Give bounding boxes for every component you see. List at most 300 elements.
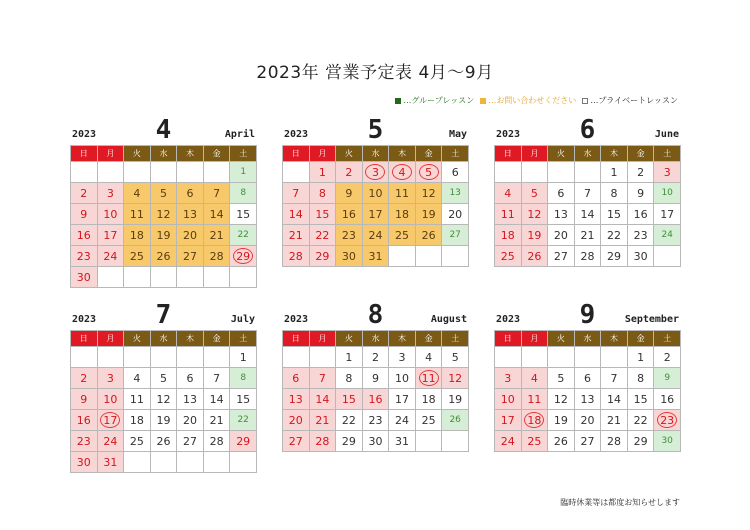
week-row (71, 204, 257, 225)
day-cell: 23 (71, 431, 98, 452)
day-cell: 21 (283, 225, 310, 246)
month-table (70, 330, 257, 473)
legend-group-lesson (395, 95, 474, 106)
empty-day-cell (203, 267, 230, 288)
day-cell: 15 (601, 204, 628, 225)
day-cell: 28 (283, 246, 310, 267)
day-cell: 1 (601, 162, 628, 183)
day-cell: 25 (415, 410, 442, 431)
weekday-header: 水 (362, 146, 389, 162)
legend-label: …プライベートレッスン (590, 96, 678, 105)
day-cell: 10 (97, 389, 124, 410)
day-cell: 18 (495, 225, 522, 246)
week-row (71, 389, 257, 410)
day-cell: 26 (521, 246, 548, 267)
empty-day-cell (71, 162, 98, 183)
day-cell: 23 (71, 246, 98, 267)
empty-day-cell (495, 162, 522, 183)
week-row (283, 204, 469, 225)
empty-day-cell (124, 452, 151, 473)
day-cell: 26 (548, 431, 575, 452)
week-row (71, 225, 257, 246)
empty-day-cell (283, 347, 310, 368)
empty-day-cell (442, 246, 469, 267)
weekday-header: 火 (548, 331, 575, 347)
day-cell: 9 (654, 368, 681, 389)
empty-day-cell (177, 452, 204, 473)
day-cell: 15 (627, 389, 654, 410)
weekday-header: 金 (627, 146, 654, 162)
month-year: 2023 (496, 314, 521, 325)
day-cell: 30 (71, 267, 98, 288)
day-cell: 19 (415, 204, 442, 225)
day-cell: 1 (336, 347, 363, 368)
month-calendar-august (282, 298, 469, 452)
legend-swatch-yellow (480, 98, 486, 104)
day-cell: 25 (124, 431, 151, 452)
day-cell: 20 (442, 204, 469, 225)
month-number: 6 (579, 115, 596, 145)
day-cell: 13 (574, 389, 601, 410)
day-cell: 29 (309, 246, 336, 267)
day-cell: 26 (442, 410, 469, 431)
day-cell: 21 (203, 410, 230, 431)
week-row (283, 389, 469, 410)
empty-day-cell (230, 452, 257, 473)
month-year: 2023 (284, 314, 309, 325)
weekday-header: 木 (177, 331, 204, 347)
weekday-header: 火 (336, 146, 363, 162)
weekday-header: 火 (336, 331, 363, 347)
month-name: August (430, 314, 467, 325)
empty-day-cell (124, 267, 151, 288)
empty-day-cell (548, 347, 575, 368)
day-cell: 19 (150, 410, 177, 431)
week-row (495, 410, 681, 431)
day-cell: 17 (97, 225, 124, 246)
day-cell: 5 (150, 368, 177, 389)
day-cell: 14 (283, 204, 310, 225)
weekday-header: 土 (654, 331, 681, 347)
empty-day-cell (283, 162, 310, 183)
day-cell: 31 (362, 246, 389, 267)
weekday-header: 日 (71, 146, 98, 162)
empty-day-cell (574, 162, 601, 183)
day-cell: 8 (230, 368, 257, 389)
day-cell (362, 162, 389, 183)
empty-day-cell (97, 267, 124, 288)
weekday-header: 木 (389, 331, 416, 347)
day-cell: 16 (654, 389, 681, 410)
month-name: May (448, 129, 467, 140)
empty-day-cell (521, 347, 548, 368)
day-cell: 12 (521, 204, 548, 225)
page-title: 2023年 営業予定表 4月～9月 (256, 63, 494, 83)
weekday-header: 月 (97, 331, 124, 347)
weekday-header: 水 (574, 331, 601, 347)
week-row (71, 431, 257, 452)
month-calendar-april (70, 113, 257, 288)
day-cell: 7 (574, 183, 601, 204)
day-cell: 1 (230, 162, 257, 183)
day-cell: 28 (203, 431, 230, 452)
day-cell: 18 (124, 410, 151, 431)
day-cell (415, 368, 442, 389)
day-cell: 10 (97, 204, 124, 225)
weekday-header: 金 (627, 331, 654, 347)
day-cell: 4 (415, 347, 442, 368)
day-cell: 8 (309, 183, 336, 204)
month-year: 2023 (496, 129, 521, 140)
weekday-header: 金 (415, 331, 442, 347)
month-calendar-june (494, 113, 681, 267)
day-cell: 9 (71, 204, 98, 225)
day-cell: 7 (203, 368, 230, 389)
week-row (495, 225, 681, 246)
day-cell: 9 (336, 183, 363, 204)
day-cell: 30 (627, 246, 654, 267)
month-table (70, 145, 257, 288)
day-cell: 2 (654, 347, 681, 368)
empty-day-cell (495, 347, 522, 368)
special-day-circle: 4 (392, 164, 412, 180)
empty-day-cell (548, 162, 575, 183)
day-cell: 14 (203, 204, 230, 225)
day-cell: 27 (177, 246, 204, 267)
day-cell: 6 (177, 183, 204, 204)
day-cell: 31 (389, 431, 416, 452)
week-row (283, 225, 469, 246)
day-cell: 13 (548, 204, 575, 225)
day-cell: 5 (521, 183, 548, 204)
day-cell: 16 (362, 389, 389, 410)
day-cell: 22 (230, 225, 257, 246)
day-cell: 28 (309, 431, 336, 452)
weekday-header: 木 (389, 146, 416, 162)
day-cell: 24 (495, 431, 522, 452)
day-cell: 20 (283, 410, 310, 431)
empty-day-cell (71, 347, 98, 368)
special-day-circle: 29 (233, 248, 253, 264)
day-cell: 14 (309, 389, 336, 410)
month-header (70, 298, 257, 328)
day-cell: 3 (654, 162, 681, 183)
day-cell: 24 (97, 431, 124, 452)
empty-day-cell (124, 162, 151, 183)
weekday-header: 日 (283, 146, 310, 162)
weekday-header: 金 (203, 146, 230, 162)
day-cell: 6 (548, 183, 575, 204)
month-year: 2023 (72, 314, 97, 325)
day-cell: 7 (309, 368, 336, 389)
day-cell (521, 410, 548, 431)
weekday-header: 日 (71, 331, 98, 347)
empty-day-cell (574, 347, 601, 368)
day-cell: 27 (574, 431, 601, 452)
weekday-header: 水 (362, 331, 389, 347)
day-cell: 22 (627, 410, 654, 431)
day-cell: 28 (601, 431, 628, 452)
day-cell: 27 (283, 431, 310, 452)
day-cell: 4 (124, 368, 151, 389)
month-name: June (654, 129, 679, 140)
day-cell: 16 (71, 225, 98, 246)
day-cell: 12 (415, 183, 442, 204)
weekday-header: 火 (548, 146, 575, 162)
weekday-header: 土 (230, 331, 257, 347)
weekday-header: 土 (654, 146, 681, 162)
month-calendar-september (494, 298, 681, 452)
weekday-header: 日 (495, 331, 522, 347)
day-cell: 25 (521, 431, 548, 452)
day-cell: 10 (495, 389, 522, 410)
day-cell: 21 (574, 225, 601, 246)
weekday-header: 火 (124, 146, 151, 162)
day-cell: 2 (362, 347, 389, 368)
month-table (494, 145, 681, 267)
day-cell: 17 (362, 204, 389, 225)
weekday-header: 土 (442, 146, 469, 162)
week-row (283, 410, 469, 431)
day-cell: 3 (97, 368, 124, 389)
day-cell: 7 (283, 183, 310, 204)
week-row (71, 410, 257, 431)
day-cell: 27 (442, 225, 469, 246)
empty-day-cell (177, 347, 204, 368)
day-cell: 1 (627, 347, 654, 368)
day-cell: 14 (574, 204, 601, 225)
day-cell (230, 246, 257, 267)
week-row (495, 368, 681, 389)
empty-day-cell (203, 162, 230, 183)
day-cell: 19 (442, 389, 469, 410)
week-row (283, 368, 469, 389)
day-cell: 30 (71, 452, 98, 473)
weekday-header: 木 (601, 331, 628, 347)
footer-note: 臨時休業等は都度お知らせします (560, 498, 680, 507)
month-header (282, 113, 469, 143)
day-cell: 13 (177, 204, 204, 225)
weekday-header: 水 (150, 331, 177, 347)
day-cell: 10 (362, 183, 389, 204)
week-row (283, 246, 469, 267)
day-cell: 29 (230, 431, 257, 452)
month-number: 9 (579, 300, 596, 330)
week-row (283, 183, 469, 204)
weekday-header: 土 (442, 331, 469, 347)
week-row (283, 162, 469, 183)
month-year: 2023 (284, 129, 309, 140)
day-cell: 30 (336, 246, 363, 267)
day-cell: 12 (150, 204, 177, 225)
day-cell: 3 (389, 347, 416, 368)
week-row (495, 204, 681, 225)
week-row (495, 431, 681, 452)
month-header (70, 113, 257, 143)
week-row (283, 347, 469, 368)
day-cell: 26 (415, 225, 442, 246)
empty-day-cell (203, 452, 230, 473)
special-day-circle: 18 (524, 412, 544, 428)
day-cell: 16 (627, 204, 654, 225)
day-cell: 12 (548, 389, 575, 410)
day-cell: 13 (283, 389, 310, 410)
empty-day-cell (150, 347, 177, 368)
day-cell: 9 (71, 389, 98, 410)
day-cell: 21 (601, 410, 628, 431)
day-cell: 26 (150, 246, 177, 267)
month-header (494, 298, 681, 328)
day-cell: 24 (362, 225, 389, 246)
weekday-header: 金 (415, 146, 442, 162)
empty-day-cell (177, 162, 204, 183)
day-cell: 24 (389, 410, 416, 431)
day-cell: 6 (177, 368, 204, 389)
day-cell: 5 (548, 368, 575, 389)
week-row (71, 267, 257, 288)
day-cell: 17 (654, 204, 681, 225)
day-cell: 18 (124, 225, 151, 246)
month-number: 8 (367, 300, 384, 330)
month-number: 4 (155, 115, 172, 145)
day-cell: 9 (627, 183, 654, 204)
weekday-header: 金 (203, 331, 230, 347)
month-table (282, 330, 469, 452)
day-cell: 30 (654, 431, 681, 452)
week-row (495, 246, 681, 267)
month-year: 2023 (72, 129, 97, 140)
day-cell: 24 (654, 225, 681, 246)
legend-swatch-white (582, 98, 588, 104)
day-cell: 12 (150, 389, 177, 410)
week-row (71, 246, 257, 267)
empty-day-cell (309, 347, 336, 368)
month-table (282, 145, 469, 267)
day-cell: 25 (124, 246, 151, 267)
day-cell: 4 (495, 183, 522, 204)
week-row (495, 162, 681, 183)
legend-private-lesson (582, 95, 678, 106)
day-cell: 15 (309, 204, 336, 225)
special-day-circle: 11 (419, 370, 439, 386)
day-cell: 16 (71, 410, 98, 431)
day-cell: 22 (601, 225, 628, 246)
month-table (494, 330, 681, 452)
day-cell: 2 (71, 368, 98, 389)
empty-day-cell (97, 347, 124, 368)
week-row (71, 368, 257, 389)
month-header (282, 298, 469, 328)
day-cell: 6 (283, 368, 310, 389)
day-cell: 23 (336, 225, 363, 246)
day-cell: 22 (230, 410, 257, 431)
week-row (495, 183, 681, 204)
month-number: 7 (155, 300, 172, 330)
day-cell: 19 (548, 410, 575, 431)
day-cell: 14 (601, 389, 628, 410)
day-cell: 27 (177, 431, 204, 452)
week-row (71, 452, 257, 473)
empty-day-cell (124, 347, 151, 368)
legend-contact (480, 95, 576, 106)
day-cell: 2 (336, 162, 363, 183)
weekday-header: 月 (97, 146, 124, 162)
day-cell: 19 (150, 225, 177, 246)
empty-day-cell (415, 246, 442, 267)
day-cell: 18 (389, 204, 416, 225)
day-cell: 8 (601, 183, 628, 204)
day-cell: 14 (203, 389, 230, 410)
day-cell: 6 (574, 368, 601, 389)
weekday-header: 月 (521, 331, 548, 347)
month-header (494, 113, 681, 143)
empty-day-cell (150, 162, 177, 183)
month-number: 5 (367, 115, 384, 145)
special-day-circle: 17 (100, 412, 120, 428)
weekday-header: 日 (283, 331, 310, 347)
day-cell: 2 (71, 183, 98, 204)
day-cell: 15 (230, 389, 257, 410)
weekday-header: 土 (230, 146, 257, 162)
day-cell: 26 (150, 431, 177, 452)
day-cell: 31 (97, 452, 124, 473)
day-cell: 12 (442, 368, 469, 389)
day-cell: 23 (627, 225, 654, 246)
weekday-header: 火 (124, 331, 151, 347)
day-cell: 18 (415, 389, 442, 410)
day-cell: 24 (97, 246, 124, 267)
empty-day-cell (203, 347, 230, 368)
day-cell: 3 (97, 183, 124, 204)
special-day-circle: 23 (657, 412, 677, 428)
month-name: April (224, 129, 255, 140)
day-cell: 30 (362, 431, 389, 452)
day-cell: 5 (150, 183, 177, 204)
empty-day-cell (230, 267, 257, 288)
day-cell: 17 (389, 389, 416, 410)
day-cell: 17 (495, 410, 522, 431)
empty-day-cell (601, 347, 628, 368)
weekday-header: 月 (309, 331, 336, 347)
legend-label: …グループレッスン (403, 96, 475, 105)
day-cell: 6 (442, 162, 469, 183)
day-cell: 11 (124, 204, 151, 225)
day-cell: 28 (203, 246, 230, 267)
day-cell: 29 (627, 431, 654, 452)
day-cell: 8 (627, 368, 654, 389)
weekday-header: 水 (574, 146, 601, 162)
month-calendar-july (70, 298, 257, 473)
day-cell: 8 (230, 183, 257, 204)
day-cell: 7 (601, 368, 628, 389)
week-row (71, 183, 257, 204)
day-cell: 29 (336, 431, 363, 452)
day-cell: 20 (574, 410, 601, 431)
day-cell: 13 (442, 183, 469, 204)
day-cell: 11 (521, 389, 548, 410)
day-cell: 23 (362, 410, 389, 431)
day-cell: 11 (124, 389, 151, 410)
empty-day-cell (97, 162, 124, 183)
day-cell: 15 (230, 204, 257, 225)
day-cell: 4 (124, 183, 151, 204)
day-cell: 7 (203, 183, 230, 204)
day-cell (97, 410, 124, 431)
day-cell (415, 162, 442, 183)
day-cell: 1 (309, 162, 336, 183)
day-cell (389, 162, 416, 183)
day-cell: 21 (309, 410, 336, 431)
